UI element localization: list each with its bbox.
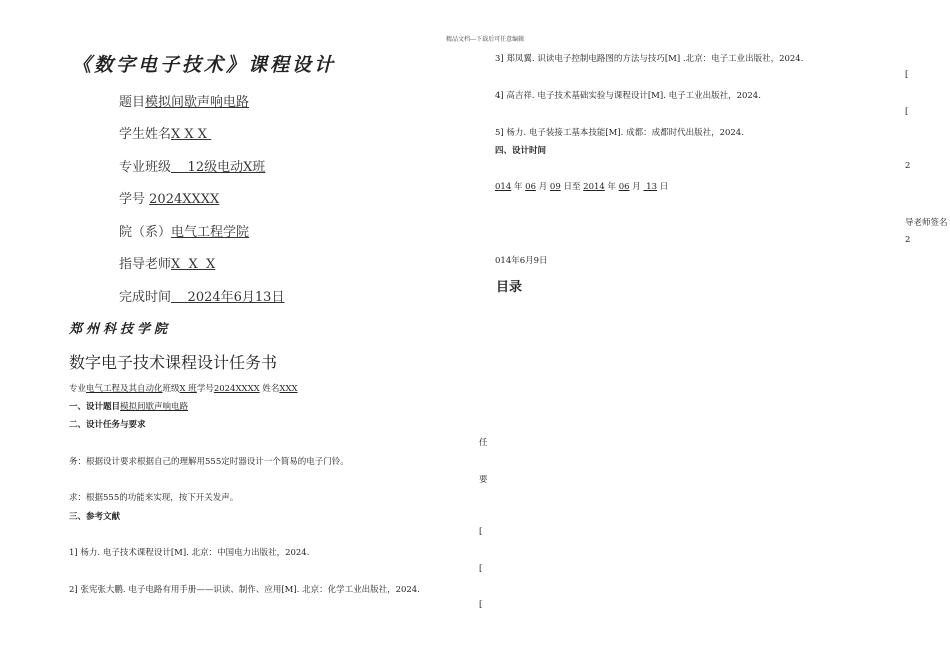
section-2: 二、设计任务与要求 — [69, 420, 146, 430]
time-day-1: 09 — [549, 182, 561, 192]
cover-title: 《数字电子技术》课程设计 — [72, 54, 337, 76]
req-text: 求：根据555的功能来实现，按下开关发声。 — [69, 493, 239, 503]
id-value: 2024XXXX — [149, 192, 220, 207]
fragment-yao: 要 — [479, 475, 488, 485]
right-fragment-2a: 2 — [905, 161, 911, 171]
cover-student — [119, 123, 211, 142]
fragment-ren: 任 — [479, 438, 488, 448]
ref-1: 1] 杨力. 电子技术课程设计[M]. 北京：中国电力出版社，2024. — [69, 548, 310, 558]
cover-topic — [119, 91, 249, 110]
id-value: 2024XXXX — [213, 384, 260, 394]
cover-dept — [119, 221, 249, 240]
cover-date — [119, 286, 284, 305]
section1-label: 一、设计题目 — [69, 402, 121, 412]
taskbook-title: 数字电子技术课程设计任务书 — [69, 353, 278, 372]
class-label: 班级 — [162, 384, 180, 394]
date-label: 完成时间 — [119, 290, 172, 305]
taskbook-meta — [69, 382, 298, 394]
sign-date: 014年6月9日 — [495, 256, 548, 266]
school-name: 郑州科技学院 — [69, 322, 172, 337]
date-value: 2024年6月13日 — [171, 290, 285, 305]
right-fragment-2b: 2 — [905, 235, 911, 245]
id-label: 学号 — [119, 192, 146, 207]
time-day-label-2: 日 — [659, 182, 669, 192]
cover-advisor — [119, 253, 215, 272]
name-label: 姓名 — [262, 384, 280, 394]
time-month-2: 06 — [618, 182, 630, 192]
time-to-label: 日至 — [563, 182, 581, 192]
major-label: 专业 — [69, 384, 87, 394]
ref-5: 5] 杨力. 电子装接工基本技能[M]. 成都：成都时代出版社，2024. — [495, 128, 744, 138]
advisor-label: 指导老师 — [119, 257, 172, 272]
major-value: 电气工程及其自动化 — [86, 384, 163, 394]
toc-heading: 目录 — [496, 280, 523, 295]
topic-label: 题目 — [119, 95, 146, 110]
ref-2: 2] 张宪张大鹏. 电子电路有用手册——识读、制作、应用[M]. 北京：化学工业出版社，2024. — [69, 585, 420, 595]
section-4: 四、设计时间 — [495, 146, 547, 156]
cover-class — [119, 156, 265, 175]
id-label: 学号 — [196, 384, 214, 394]
time-year-label-1: 年 — [513, 182, 523, 192]
class-label: 专业班级 — [119, 160, 172, 175]
section1-value: 模拟间歇声响电路 — [120, 402, 189, 412]
time-month-1: 06 — [525, 182, 536, 192]
time-year-2: 2014 — [583, 182, 605, 192]
fragment-bracket-3: [ — [479, 600, 483, 610]
ref-3: 3] 郑凤翼. 识读电子控制电路图的方法与技巧[M] .北京：电子工业出版社，2024. — [495, 54, 804, 64]
fragment-bracket-1: [ — [479, 527, 483, 537]
right-fragment-signature: 导老师签名 — [905, 218, 948, 228]
dept-value: 电气工程学院 — [171, 225, 250, 240]
time-month-label-1: 月 — [538, 182, 548, 192]
class-value: X 班 — [179, 384, 197, 394]
student-value: X X X — [171, 127, 212, 142]
right-fragment-bracket-2: [ — [905, 107, 909, 117]
design-time — [495, 180, 668, 192]
student-label: 学生姓名 — [119, 127, 172, 142]
advisor-value: X X X — [171, 257, 216, 272]
fragment-bracket-2: [ — [479, 564, 483, 574]
header-note: 精品文档---下载后可任意编辑 — [446, 36, 525, 43]
right-fragment-bracket-1: [ — [905, 70, 909, 80]
time-year-1: 014 — [495, 182, 512, 192]
class-value: 12级电动X班 — [171, 160, 266, 175]
cover-id — [119, 188, 219, 207]
ref-4: 4] 高吉祥. 电子技术基础实验与课程设计[M]. 电子工业出版社，2024. — [495, 91, 761, 101]
section-3: 三、参考文献 — [69, 512, 121, 522]
time-year-label-2: 年 — [607, 182, 617, 192]
section-1 — [69, 400, 188, 412]
topic-value: 模拟间歇声响电路 — [145, 95, 250, 110]
dept-label: 院（系） — [119, 225, 172, 240]
time-day-2: 13 — [643, 182, 657, 192]
name-value: XXX — [279, 384, 298, 394]
time-month-label-2: 月 — [632, 182, 641, 192]
task-text: 务：根据设计要求根据自己的理解用555定时器设计一个简易的电子门铃。 — [69, 457, 349, 467]
